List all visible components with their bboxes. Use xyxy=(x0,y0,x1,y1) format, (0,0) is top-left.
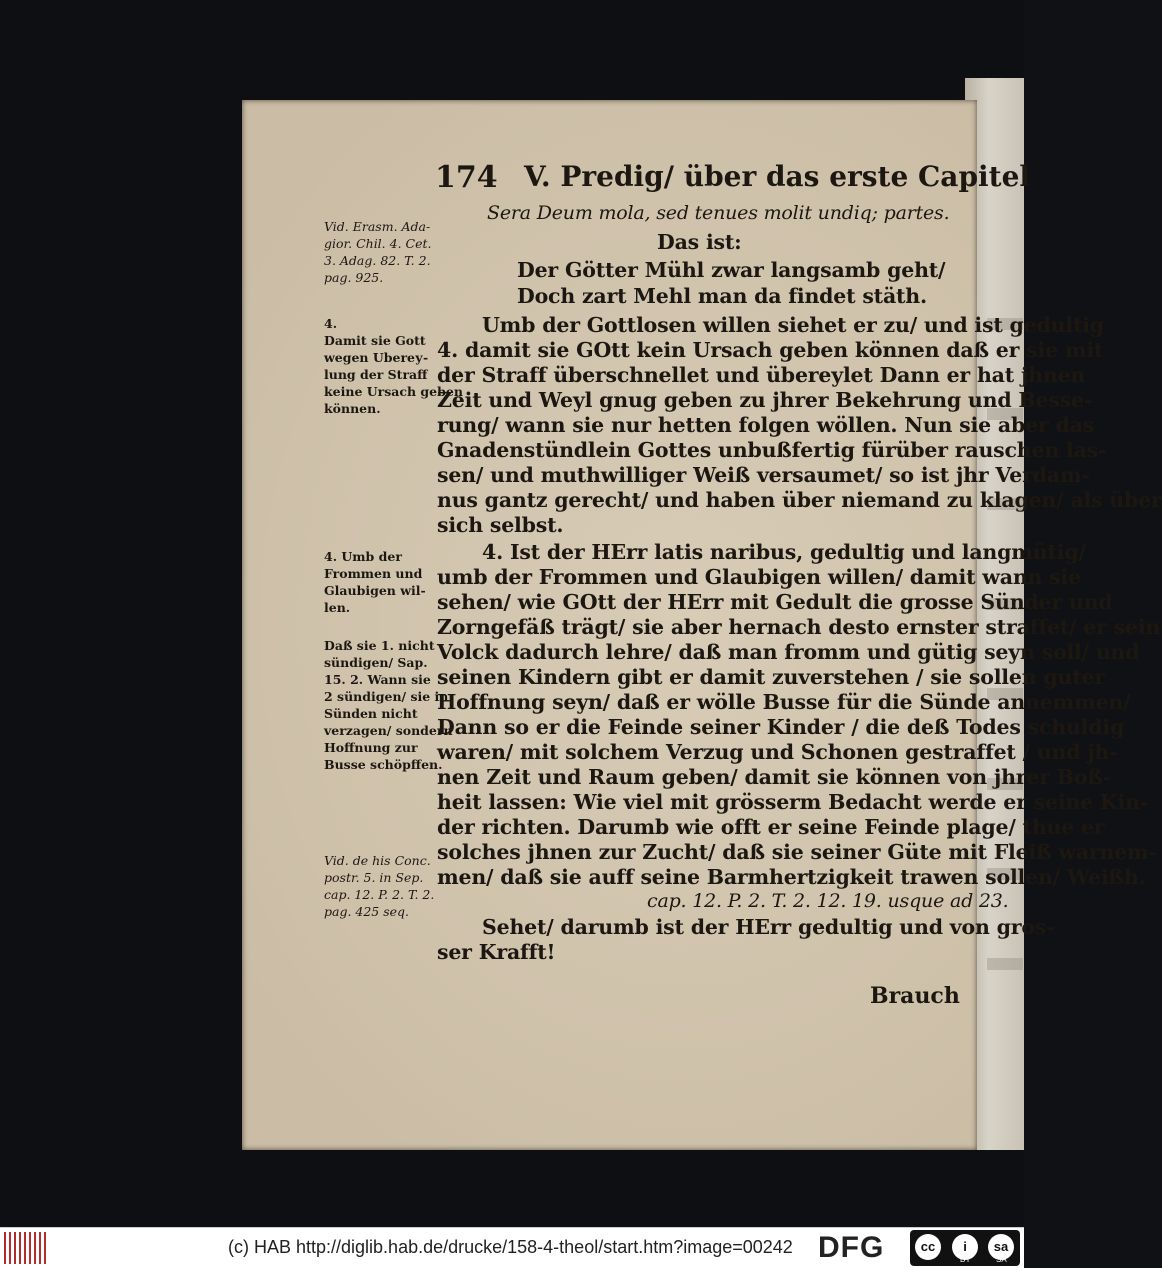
text-line: Sehet/ darumb ist der HErr gedultig und von gros- xyxy=(482,915,1055,939)
margin-note-line: Glaubigen wil- xyxy=(324,583,426,598)
text-line: Das ist: xyxy=(657,230,742,254)
text-line: 4. Ist der HErr latis naribus, gedultig und langmütig/ xyxy=(482,540,1086,564)
margin-note-line: Vid. de his Conc. xyxy=(324,853,431,868)
by-label: BY xyxy=(960,1255,971,1264)
page-header xyxy=(242,160,1031,196)
margin-note xyxy=(324,637,453,773)
text-line: Doch zart Mehl man da findet stäth. xyxy=(517,284,927,308)
text-line: Volck dadurch lehre/ daß man fromm und gütig seyn soll/ und xyxy=(437,640,1140,664)
margin-note-line: lung der Straff xyxy=(324,367,428,382)
margin-note-line: können. xyxy=(324,401,381,416)
dfg-logo[interactable]: DFG xyxy=(818,1231,885,1264)
margin-note-line: Hoffnung zur xyxy=(324,740,418,755)
margin-note-line: Daß sie 1. nicht xyxy=(324,638,435,653)
margin-note-line: cap. 12. P. 2. T. 2. xyxy=(324,887,435,902)
margin-note xyxy=(324,852,436,920)
margin-note-line: pag. 925. xyxy=(324,270,384,285)
text-line: rung/ wann sie nur hetten folgen wöllen. Nun sie aber das xyxy=(437,413,1095,437)
text-line: Zorngefäß trägt/ sie aber hernach desto ernster straffet/ er sein xyxy=(437,615,1161,639)
margin-note-line: 15. 2. Wann sie xyxy=(324,672,431,687)
by-icon: i xyxy=(952,1234,978,1260)
margin-note-line: Busse schöpffen. xyxy=(324,757,443,772)
text-line: Dann so er die Feinde seiner Kinder / die deß Todes schuldig xyxy=(437,715,1125,739)
text-line: Hoffnung seyn/ daß er wölle Busse für die Sünde annemmen/ xyxy=(437,690,1131,714)
text-line: waren/ mit solchem Verzug und Schonen gestraffet / und jh- xyxy=(437,740,1118,764)
text-line: 4. damit sie GOtt kein Ursach geben können daß er sie mit xyxy=(437,338,1104,362)
text-line: Umb der Gottlosen willen siehet er zu/ und ist gedultig xyxy=(482,313,1104,337)
text-line: Gnadenstündlein Gottes unbußfertig fürüber rauschen las- xyxy=(437,438,1107,462)
sa-label: SA xyxy=(996,1255,1007,1264)
book-page xyxy=(242,100,1162,1150)
text-line: Sera Deum mola, sed tenues molit undiq; partes. xyxy=(487,202,950,224)
margin-note-line: len. xyxy=(324,600,351,615)
margin-note-line: verzagen/ sondern xyxy=(324,723,453,738)
margin-note-line: keine Ursach geben xyxy=(324,384,463,399)
margin-note-line: pag. 425 seq. xyxy=(324,904,410,919)
sa-icon: sa xyxy=(988,1234,1014,1260)
text-line: nen Zeit und Raum geben/ damit sie können von jhrer Boß- xyxy=(437,765,1112,789)
text-line: der Straff überschnellet und übereylet Dann er hat jhnen xyxy=(437,363,1086,387)
cc-icon: cc xyxy=(915,1234,941,1260)
text-line: sen/ und muthwilliger Weiß versaumet/ so ist jhr Verdam- xyxy=(437,463,1090,487)
text-line: sehen/ wie GOtt der HErr mit Gedult die grosse Sünder und xyxy=(437,590,1113,614)
text-line: Zeit und Weyl gnug geben zu jhrer Bekehrung und Besse- xyxy=(437,388,1093,412)
running-head: V. Predig/ über das erste Capitel xyxy=(524,160,1031,193)
cc-license-badge[interactable] xyxy=(910,1230,1020,1266)
margin-note-line: sündigen/ Sap. xyxy=(324,655,428,670)
text-line: sich selbst. xyxy=(437,513,564,537)
margin-note xyxy=(324,315,463,417)
text-line: solches jhnen zur Zucht/ daß sie seiner Güte mit Fleiß warnem- xyxy=(437,840,1157,864)
margin-note-line: gior. Chil. 4. Cet. xyxy=(324,236,432,251)
margin-note-line: 3. Adag. 82. T. 2. xyxy=(324,253,431,268)
copyright-link[interactable]: (c) HAB http://diglib.hab.de/drucke/158-4-theol/start.htm?image=00242 xyxy=(228,1237,793,1257)
margin-note-line: 4. Umb der xyxy=(324,549,402,564)
margin-note xyxy=(324,548,436,616)
text-line: cap. 12. P. 2. T. 2. 12. 19. usque ad 23. xyxy=(647,890,1009,912)
text-line: Der Götter Mühl zwar langsamb geht/ xyxy=(517,258,946,282)
text-line: der richten. Darumb wie offt er seine Feinde plage/ thue er xyxy=(437,815,1105,839)
margin-note-line: Damit sie Gott xyxy=(324,333,426,348)
text-line: ser Krafft! xyxy=(437,940,556,964)
margin-note-line: Vid. Erasm. Ada- xyxy=(324,219,431,234)
margin-note xyxy=(324,218,436,286)
margin-note-line: 2 sündigen/ sie in xyxy=(324,689,449,704)
hab-logo-icon[interactable] xyxy=(4,1232,46,1264)
text-line: heit lassen: Wie viel mit grösserm Bedacht werde er seine Kin- xyxy=(437,790,1149,814)
text-line: umb der Frommen und Glaubigen willen/ damit wann sie xyxy=(437,565,1081,589)
text-line: men/ daß sie auff seine Barmhertzigkeit trawen sollen/ Weißh. xyxy=(437,865,1146,889)
margin-note-line: 4. xyxy=(324,316,338,331)
margin-note-line: Frommen und xyxy=(324,566,423,581)
margin-note-line: Sünden nicht xyxy=(324,706,418,721)
text-line: nus gantz gerecht/ und haben über niemand zu klagen/ als über xyxy=(437,488,1162,512)
margin-note-line: wegen Ubereу- xyxy=(324,350,429,365)
page-number: 174 xyxy=(435,160,498,195)
footer-bar xyxy=(0,1227,1024,1268)
text-line: seinen Kindern gibt er damit zuverstehen / sie sollen guter xyxy=(437,665,1105,689)
margin-note-line: postr. 5. in Sep. xyxy=(324,870,424,885)
catchword: Brauch xyxy=(870,983,960,1009)
